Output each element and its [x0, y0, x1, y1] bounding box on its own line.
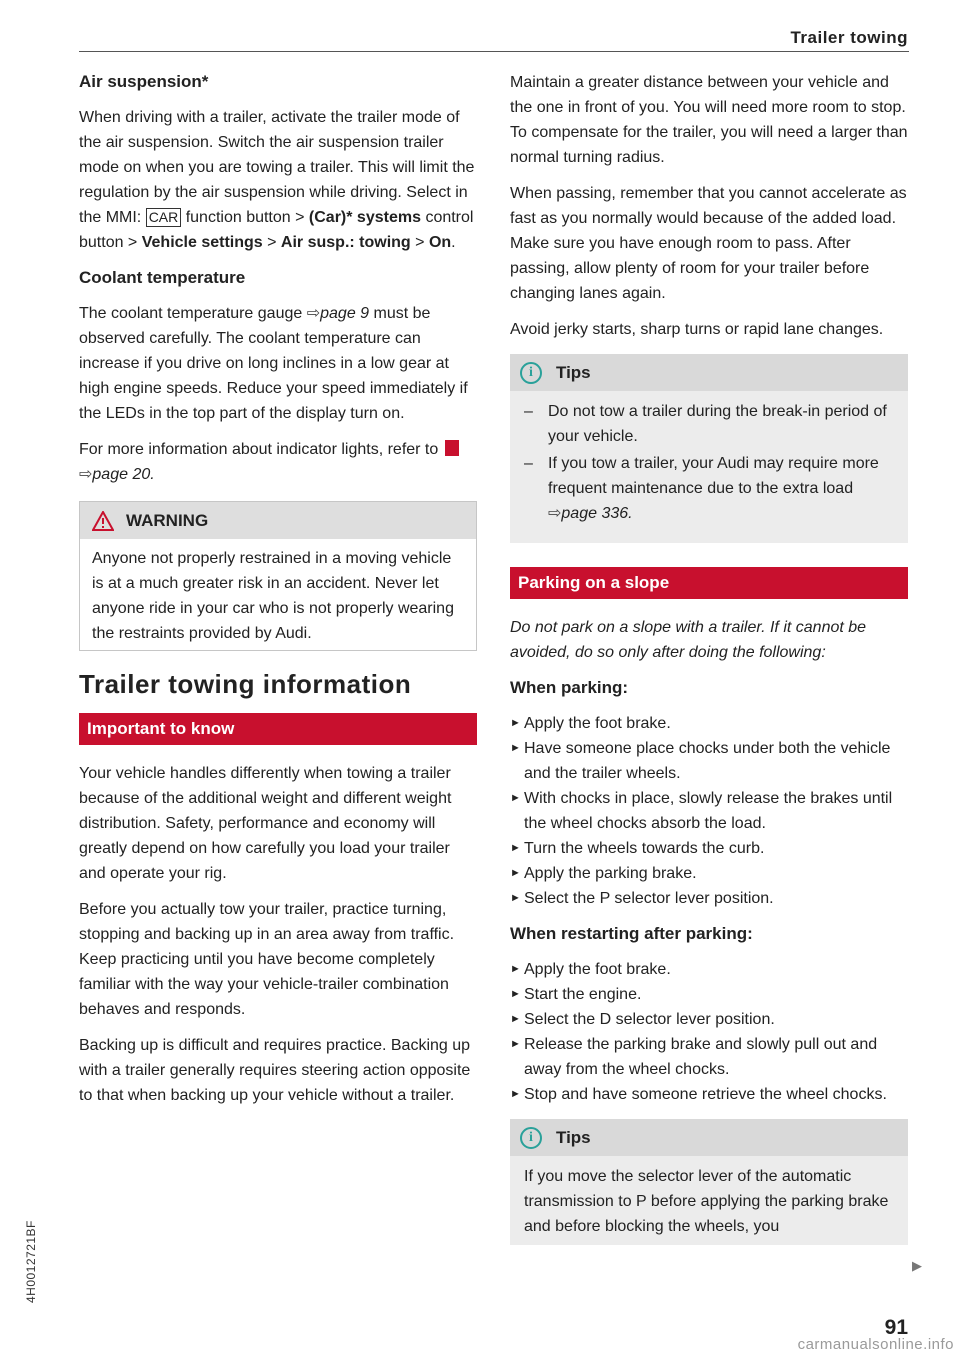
- page-number: 91: [884, 1316, 908, 1339]
- bullet-icon: ►: [510, 742, 521, 754]
- warning-box: [79, 501, 477, 651]
- bullet-icon: ►: [510, 1038, 521, 1050]
- parking-steps: [510, 711, 908, 911]
- dash-icon: –: [524, 455, 533, 472]
- when-restarting-heading: When restarting after parking:: [510, 924, 753, 943]
- dash-icon: –: [524, 403, 533, 420]
- list-item: [510, 982, 908, 1007]
- jerky-starts-paragraph: Avoid jerky starts, sharp turns or rapid lane changes.: [510, 321, 884, 338]
- distance-paragraph: Maintain a greater distance between your vehicle and the one in front of you. You will need more room to stop. To compensate for the trailer, you will need a larger than normal turning radius.: [510, 74, 908, 166]
- coolant-text-2: must be observed carefully. The coolant temperature can increase if you drive on long inclines in a low gear at high engine speeds. Reduce your speed immediately if the LEDs in the top part of the display turn on.: [79, 305, 468, 422]
- more-info-text: For more information about indicator lights, refer to: [79, 441, 439, 458]
- parking-on-slope-bar: Parking on a slope: [510, 567, 908, 599]
- step-text: With chocks in place, slowly release the brakes until the wheel chocks absorb the load.: [524, 790, 893, 832]
- bullet-icon: ►: [510, 892, 521, 904]
- list-item: [524, 399, 894, 449]
- tips-end: .: [628, 505, 633, 522]
- list-item: [510, 957, 908, 982]
- coolant-paragraph: [79, 301, 477, 426]
- warning-title: WARNING: [126, 511, 209, 530]
- air-menu-vehicle-settings: Vehicle settings: [141, 234, 263, 251]
- list-item: [510, 886, 908, 911]
- more-info-end: .: [150, 466, 155, 483]
- step-text: Apply the foot brake.: [524, 961, 671, 978]
- right-column: [510, 70, 908, 1245]
- coolant-indicator-icon: [445, 440, 459, 456]
- tips-list-1: [524, 399, 894, 526]
- bullet-icon: ►: [510, 792, 521, 804]
- bullet-icon: ►: [510, 717, 521, 729]
- air-menu-on: On: [428, 234, 452, 251]
- bullet-icon: ►: [510, 963, 521, 975]
- bullet-icon: ►: [510, 1013, 521, 1025]
- step-text: Have someone place chocks under both the vehicle and the trailer wheels.: [524, 740, 891, 782]
- coolant-text-1: The coolant temperature gauge: [79, 305, 303, 322]
- tip-text: If you tow a trailer, your Audi may require more frequent maintenance due to the extra load: [548, 455, 879, 497]
- step-text: Select the P selector lever position.: [524, 890, 774, 907]
- bullet-icon: ►: [510, 1088, 521, 1100]
- air-suspension-paragraph: [79, 105, 477, 255]
- air-text-4: >: [267, 234, 277, 251]
- list-item: [510, 736, 908, 786]
- restart-steps: [510, 957, 908, 1107]
- warning-text: Anyone not properly restrained in a moving vehicle is at a much greater risk in an accident. Never let anyone ride in your car who is not properly wearing the restraints provided by Audi.: [80, 539, 476, 650]
- passing-paragraph: When passing, remember that you cannot accelerate as fast as you normally would because of the added load. Make sure you have enough room to pass. After passing, allow plenty of room for your trailer before changing lanes again.: [510, 185, 907, 302]
- air-menu-car-systems: (Car)* systems: [308, 209, 421, 226]
- bullet-icon: ►: [510, 842, 521, 854]
- watermark: carmanualsonline.info: [797, 1336, 954, 1353]
- page-ref-arrow-icon: ⇨: [548, 505, 562, 522]
- list-item: [510, 786, 908, 836]
- tips-body-2: If you move the selector lever of the automatic transmission to P before applying the parking brake and before blocking the wheels, you: [524, 1168, 889, 1235]
- side-document-code: 4H0012721BF: [24, 1220, 38, 1303]
- tips-box-1: [510, 354, 908, 543]
- warning-header: [80, 502, 476, 539]
- air-text-2: function button >: [185, 209, 305, 226]
- important-to-know-bar: Important to know: [79, 713, 477, 745]
- bullet-icon: ►: [510, 867, 521, 879]
- tips-body-1: [510, 391, 908, 543]
- trailer-towing-info-heading: Trailer towing information: [79, 669, 412, 699]
- bullet-icon: ►: [510, 988, 521, 1000]
- air-text-6: .: [451, 234, 456, 251]
- tips-page-ref[interactable]: page 336: [561, 505, 629, 522]
- list-item: [510, 1007, 908, 1032]
- step-text: Release the parking brake and slowly pull out and away from the wheel chocks.: [524, 1036, 878, 1078]
- continue-arrow-icon[interactable]: ▶: [912, 1258, 922, 1273]
- warning-triangle-icon: [92, 511, 114, 531]
- tips-header-1: [510, 354, 908, 391]
- more-info-page-ref[interactable]: page 20: [92, 466, 151, 483]
- tips-title-2: Tips: [556, 1128, 591, 1147]
- tips-box-2: [510, 1119, 908, 1245]
- important-paragraph-3: Backing up is difficult and requires practice. Backing up with a trailer generally requires steering action opposite to that when backing up your vehicle without a trailer.: [79, 1037, 471, 1104]
- list-item: [510, 836, 908, 861]
- list-item: [510, 711, 908, 736]
- step-text: Apply the foot brake.: [524, 715, 671, 732]
- step-text: Select the D selector lever position.: [524, 1011, 775, 1028]
- page-ref-arrow-icon: ⇨: [79, 466, 93, 483]
- more-info-paragraph: [79, 437, 477, 487]
- coolant-heading: Coolant temperature: [79, 268, 246, 287]
- air-text-1: When driving with a trailer, activate the trailer mode of the air suspension. Switch the air suspension trailer mode on when you are towing a trailer. This will limit the regulation by the air suspension while driving. Select in the MMI:: [79, 109, 475, 226]
- air-suspension-heading: Air suspension*: [79, 72, 209, 91]
- step-text: Apply the parking brake.: [524, 865, 697, 882]
- header-title: Trailer towing: [790, 28, 908, 47]
- tips-header-2: [510, 1119, 908, 1156]
- tips-title-1: Tips: [556, 363, 591, 382]
- air-menu-air-susp-towing: Air susp.: towing: [280, 234, 411, 251]
- tip-text: Do not tow a trailer during the break-in period of your vehicle.: [548, 403, 887, 445]
- important-paragraph-2: Before you actually tow your trailer, practice turning, stopping and backing up in an area away from traffic. Keep practicing until you have become completely familiar with the way your vehicle-trailer combination behaves and responds.: [79, 901, 455, 1018]
- info-icon: i: [520, 1127, 542, 1149]
- list-item: [510, 1082, 908, 1107]
- important-paragraph-1: Your vehicle handles differently when towing a trailer because of the additional weight and different weight distribution. Safety, performance and economy will greatly depend on how carefully you load your trailer and operate your rig.: [79, 765, 452, 882]
- list-item: [510, 1032, 908, 1082]
- step-text: Turn the wheels towards the curb.: [524, 840, 765, 857]
- coolant-page-ref[interactable]: page 9: [320, 305, 370, 322]
- left-column: [79, 70, 477, 1119]
- step-text: Start the engine.: [524, 986, 642, 1003]
- car-key-label: CAR: [146, 208, 182, 227]
- when-parking-heading: When parking:: [510, 678, 629, 697]
- header-rule: [79, 51, 909, 52]
- step-text: Stop and have someone retrieve the wheel chocks.: [524, 1086, 887, 1103]
- air-text-5: >: [415, 234, 425, 251]
- parking-intro: Do not park on a slope with a trailer. If it cannot be avoided, do so only after doing the following:: [510, 619, 867, 661]
- info-icon: i: [520, 362, 542, 384]
- page-ref-arrow-icon: ⇨: [306, 305, 321, 322]
- air-text-3: control button >: [79, 209, 474, 251]
- list-item: [524, 451, 894, 526]
- list-item: [510, 861, 908, 886]
